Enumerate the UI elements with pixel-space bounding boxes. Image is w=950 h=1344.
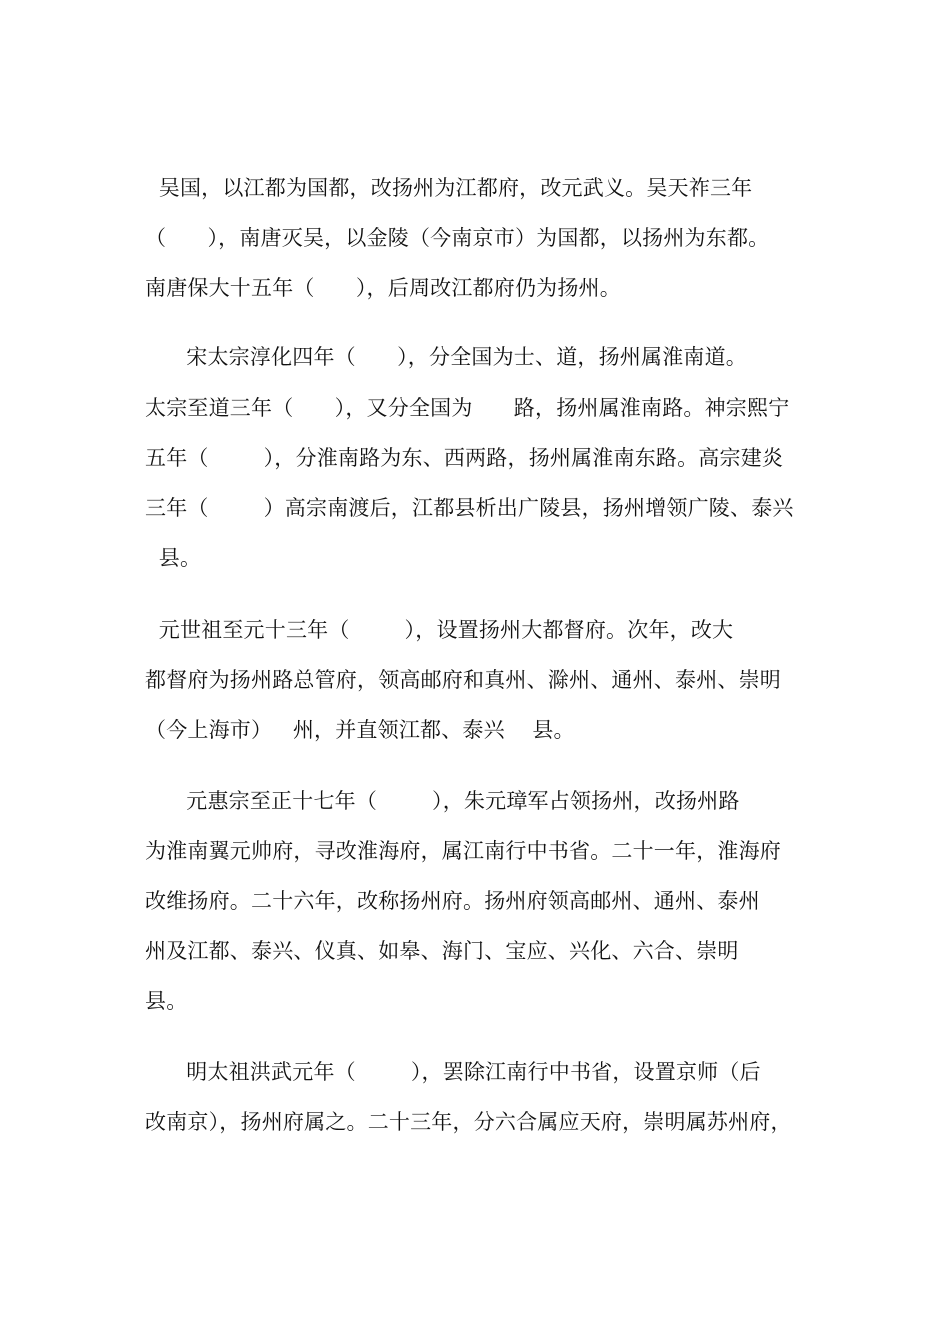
paragraph-line: 州及江都、泰兴、仪真、如皋、海门、宝应、兴化、六合、崇明 bbox=[145, 939, 739, 963]
paragraph-line: 明太祖洪武元年（ ），罢除江南行中书省，设置京师（后 bbox=[145, 1060, 761, 1084]
paragraph-line: 三年（ ）高宗南渡后，江都县析出广陵县，扬州增领广陵、泰兴 bbox=[145, 496, 794, 520]
paragraph-line: 县。 bbox=[145, 989, 188, 1013]
paragraph-line: 都督府为扬州路总管府，领高邮府和真州、滁州、通州、泰州、崇明 bbox=[145, 668, 781, 692]
paragraph-line: 南唐保大十五年（ ），后周改江都府仍为扬州。 bbox=[145, 276, 621, 300]
paragraph-line: 太宗至道三年（ ），又分全国为 路，扬州属淮南路。神宗熙宁 bbox=[145, 396, 790, 420]
paragraph-line: 改南京），扬州府属之。二十三年，分六合属应天府，崇明属苏州府， bbox=[145, 1110, 792, 1134]
paragraph-line: 元惠宗至正十七年（ ），朱元璋军占领扬州，改扬州路 bbox=[145, 789, 740, 813]
paragraph-line: 宋太宗淳化四年（ ），分全国为士、道，扬州属淮南道。 bbox=[145, 345, 748, 369]
paragraph-line: 为淮南翼元帅府，寻改淮海府，属江南行中书省。二十一年，淮海府 bbox=[145, 839, 781, 863]
paragraph-line: （今上海市） 州，并直领江都、泰兴 县。 bbox=[145, 718, 575, 742]
paragraph-line: 县。 bbox=[145, 546, 202, 570]
paragraph-line: 改维扬府。二十六年，改称扬州府。扬州府领高邮州、通州、泰州 bbox=[145, 889, 760, 913]
paragraph-line: 吴国，以江都为国都，改扬州为江都府，改元武义。吴天祚三年 bbox=[145, 176, 753, 200]
paragraph-line: 五年（ ），分淮南路为东、西两路，扬州属淮南东路。高宗建炎 bbox=[145, 446, 784, 470]
paragraph-line: （ ），南唐灭吴，以金陵（今南京市）为国都，以扬州为东都。 bbox=[145, 226, 770, 250]
paragraph-line: 元世祖至元十三年（ ），设置扬州大都督府。次年，改大 bbox=[145, 618, 734, 642]
